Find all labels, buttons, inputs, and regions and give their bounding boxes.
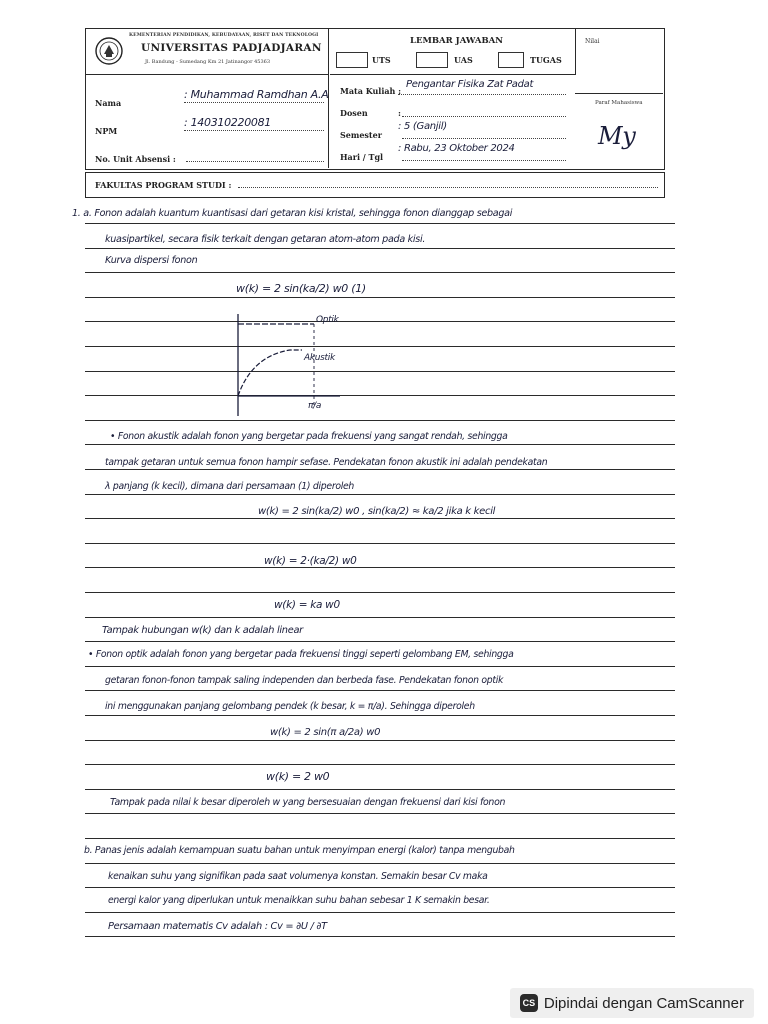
ruled-line [85,912,675,913]
ruled-line [85,297,675,298]
answer-line: getaran fonon-fonon tampak saling independen dan berbeda fase. Pendekatan fonon optik [105,675,504,686]
ruled-line [85,592,675,593]
answer-line: Tampak hubungan w(k) dan k adalah linear [102,625,303,636]
ruled-line [85,863,675,864]
npm-value[interactable]: : 140310220081 [184,116,271,129]
unit-label: No. Unit Absensi : [95,154,176,164]
answer-line: w(k) = 2·(ka/2) w0 [264,555,357,567]
tugas-label: TUGAS [530,55,562,65]
answer-line: w(k) = 2 sin(ka/2) w0 (1) [236,282,366,295]
hari-underline [402,160,566,161]
ruled-line [85,887,675,888]
answer-line: w(k) = 2 w0 [266,770,330,783]
ruled-line [85,494,675,495]
nilai-label: Nilai [585,38,600,45]
university-address: Jl. Bandung - Sumedang Km 21 Jatinangor 45363 [145,59,271,65]
answer-line: tampak getaran untuk semua fonon hampir sefase. Pendekatan fonon akustik ini adalah pendekatan [105,457,548,468]
semester-label: Semester [340,130,382,140]
ruled-line [85,715,675,716]
dosen-value[interactable]: : [398,108,401,118]
ruled-line [85,666,675,667]
tugas-checkbox[interactable] [498,52,524,68]
ruled-line [85,764,675,765]
answer-line: kenaikan suhu yang signifikan pada saat volumenya konstan. Semakin besar Cv maka [108,871,488,882]
ruled-line [85,838,675,839]
university-seal-icon [95,37,123,65]
paraf-label: Paraf Mahasiswa [595,100,643,106]
unit-underline [186,161,324,162]
uts-checkbox[interactable] [336,52,368,68]
answer-line: b. Panas jenis adalah kemampuan suatu bahan untuk menyimpan energi (kalor) tanpa mengubah [84,845,515,856]
nilai-paraf-divider [575,93,663,94]
axis-label: π/a [308,401,322,411]
matkul-underline [398,94,566,95]
nama-label: Nama [95,98,122,108]
answer-line: Persamaan matematis Cv adalah : Cv = ∂U / ∂T [108,921,327,932]
semester-underline [402,138,566,139]
nama-underline [184,102,324,103]
ruled-line [85,641,675,642]
answer-line: 1. a. Fonon adalah kuantum kuantisasi dari getaran kisi kristal, sehingga fonon dianggap sebagai [72,208,513,219]
answer-line: kuasipartikel, secara fisik terkait dengan getaran atom-atom pada kisi. [105,234,426,245]
sheet-title: LEMBAR JAWABAN [410,36,504,46]
faculty-underline [238,187,658,188]
ruled-line [85,740,675,741]
hari-value[interactable]: : Rabu, 23 Oktober 2024 [398,143,515,154]
signature: My [598,122,636,150]
ruled-line [85,936,675,937]
ruled-line [85,518,675,519]
matkul-value[interactable]: Pengantar Fisika Zat Padat [406,79,534,90]
uas-checkbox[interactable] [416,52,448,68]
ruled-line [85,813,675,814]
university-name: UNIVERSITAS PADJADJARAN [141,42,322,54]
optik-label: Optik [316,315,339,325]
answer-line: • Fonon akustik adalah fonon yang bergetar pada frekuensi yang sangat rendah, sehingga [110,431,508,442]
faculty-label: FAKULTAS PROGRAM STUDI : [95,180,232,190]
answer-line: ini menggunakan panjang gelombang pendek (k besar, k = π/a). Sehingga diperoleh [105,701,475,712]
ruled-line [85,248,675,249]
answer-line: λ panjang (k kecil), dimana dari persamaan (1) diperoleh [105,481,355,492]
ruled-line [85,690,675,691]
answer-line: w(k) = 2 sin(π a/2a) w0 [270,727,381,738]
middle-divider [328,74,329,168]
answer-line: energi kalor yang diperlukan untuk menaikkan suhu bahan sebesar 1 K semakin besar. [108,895,490,906]
camscanner-badge [510,988,754,1018]
ruled-line [85,444,675,445]
npm-underline [184,130,324,131]
answer-line: w(k) = 2 sin(ka/2) w0 , sin(ka/2) ≈ ka/2 jika k kecil [258,506,496,517]
npm-label: NPM [95,126,118,136]
nama-value[interactable]: : Muhammad Ramdhan A.A [184,88,329,101]
semester-value[interactable]: : 5 (Ganjil) [398,121,447,132]
dosen-underline [402,116,566,117]
answer-line: w(k) = ka w0 [274,599,340,611]
ruled-line [85,272,675,273]
ruled-line [85,567,675,568]
ruled-line [85,469,675,470]
ruled-line [85,617,675,618]
hari-label: Hari / Tgl [340,152,384,162]
camscanner-label: Dipindai dengan CamScanner [543,994,744,1012]
camscanner-logo-icon: CS [520,994,538,1012]
answer-line: Tampak pada nilai k besar diperoleh w yang bersesuaian dengan frekuensi dari kisi fonon [110,797,506,808]
uas-label: UAS [454,55,473,65]
answer-line: • Fonon optik adalah fonon yang bergetar pada frekuensi tinggi seperti gelombang EM, sehingga [88,649,514,660]
dosen-label: Dosen [340,108,368,118]
ruled-line [85,789,675,790]
uts-label: UTS [372,55,391,65]
university-block [85,28,329,75]
answer-line: Kurva dispersi fonon [105,255,198,266]
ministry-name: KEMENTERIAN PENDIDIKAN, KEBUDAYAAN, RISET DAN TEKNOLOGI [129,33,319,38]
ruled-line [85,543,675,544]
ruled-line [85,223,675,224]
sheet-title-block [330,28,576,75]
akustik-label: Akustik [304,353,335,363]
matkul-label: Mata Kuliah : [340,86,402,96]
